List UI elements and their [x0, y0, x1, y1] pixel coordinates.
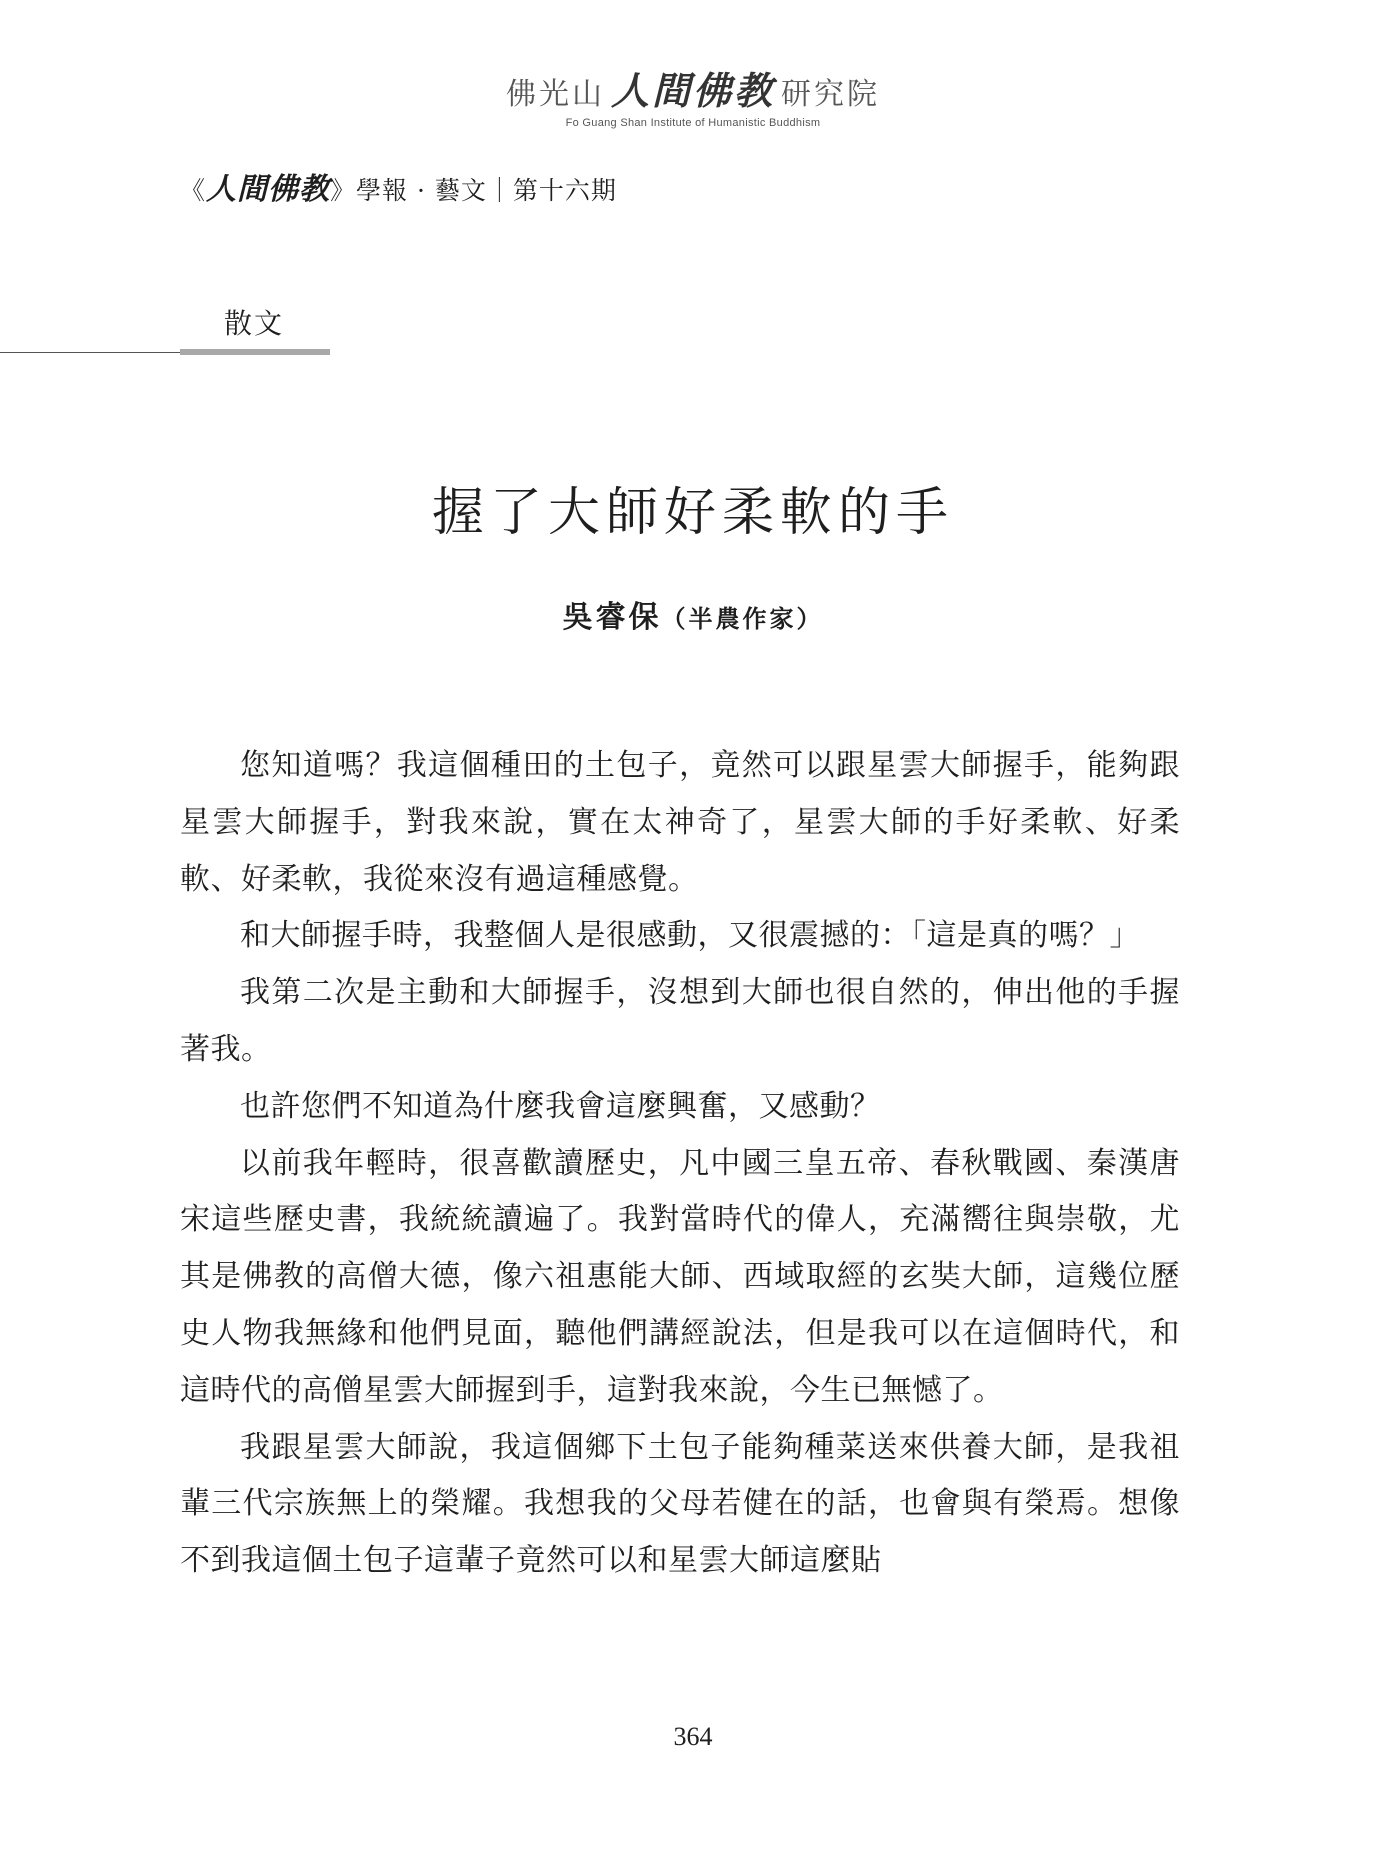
paragraph: 我第二次是主動和大師握手，沒想到大師也很自然的，伸出他的手握著我。 [180, 975, 1180, 1067]
running-head [180, 164, 617, 208]
author-name: 吳睿保 [562, 600, 662, 635]
article-body [180, 738, 1180, 1590]
section-rule-accent [180, 349, 330, 355]
institute-brand-logo: 人間佛教 [610, 69, 775, 113]
institute-name [0, 60, 1386, 115]
article-title: 握了大師好柔軟的手 [431, 483, 954, 543]
paragraph: 您知道嗎？我這個種田的土包子，竟然可以跟星雲大師握手，能夠跟星雲大師握手，對我來說，實在太神奇了，星雲大師的手好柔軟、好柔軟、好柔軟，我從來沒有過這種感覺。 [180, 748, 1180, 897]
running-head-rest: 》學報 · 藝文｜第十六期 [330, 176, 617, 205]
paragraph: 以前我年輕時，很喜歡讀歷史，凡中國三皇五帝、春秋戰國、秦漢唐宋這些歷史書，我統統讀遍了。我對當時代的偉人，充滿嚮往與崇敬，尤其是佛教的高僧大德，像六祖惠能大師、西域取經的玄奘大師，這幾位歷史人物我無緣和他們見面，聽他們講經說法，但是我可以在這個時代，和這時代的高僧星雲大師握到手，這對我來說，今生已無憾了。 [180, 1145, 1180, 1408]
author-line [0, 592, 1386, 636]
paragraph: 我跟星雲大師說，我這個鄉下土包子能夠種菜送來供養大師，是我祖輩三代宗族無上的榮耀。我想我的父母若健在的話，也會與有榮焉。想像不到我這個土包子這輩子竟然可以和星雲大師這麼貼 [180, 1429, 1180, 1579]
institute-prefix: 佛光山 [505, 77, 605, 112]
page-number: 364 [673, 1722, 713, 1751]
section-label: 散文 [224, 307, 285, 340]
institute-name-en: Fo Guang Shan Institute of Humanistic Buddhism [565, 117, 821, 129]
institute-header [0, 60, 1386, 129]
paragraph: 也許您們不知道為什麼我會這麼興奮，又感動？ [240, 1088, 881, 1124]
institute-suffix: 研究院 [781, 77, 880, 112]
journal-brand-logo: 人間佛教 [206, 172, 331, 207]
running-head-open: 《 [180, 176, 207, 205]
paragraph: 和大師握手時，我整個人是很感動，又很震撼的：「這是真的嗎？」 [240, 918, 1140, 954]
author-note: （半農作家） [661, 604, 824, 633]
